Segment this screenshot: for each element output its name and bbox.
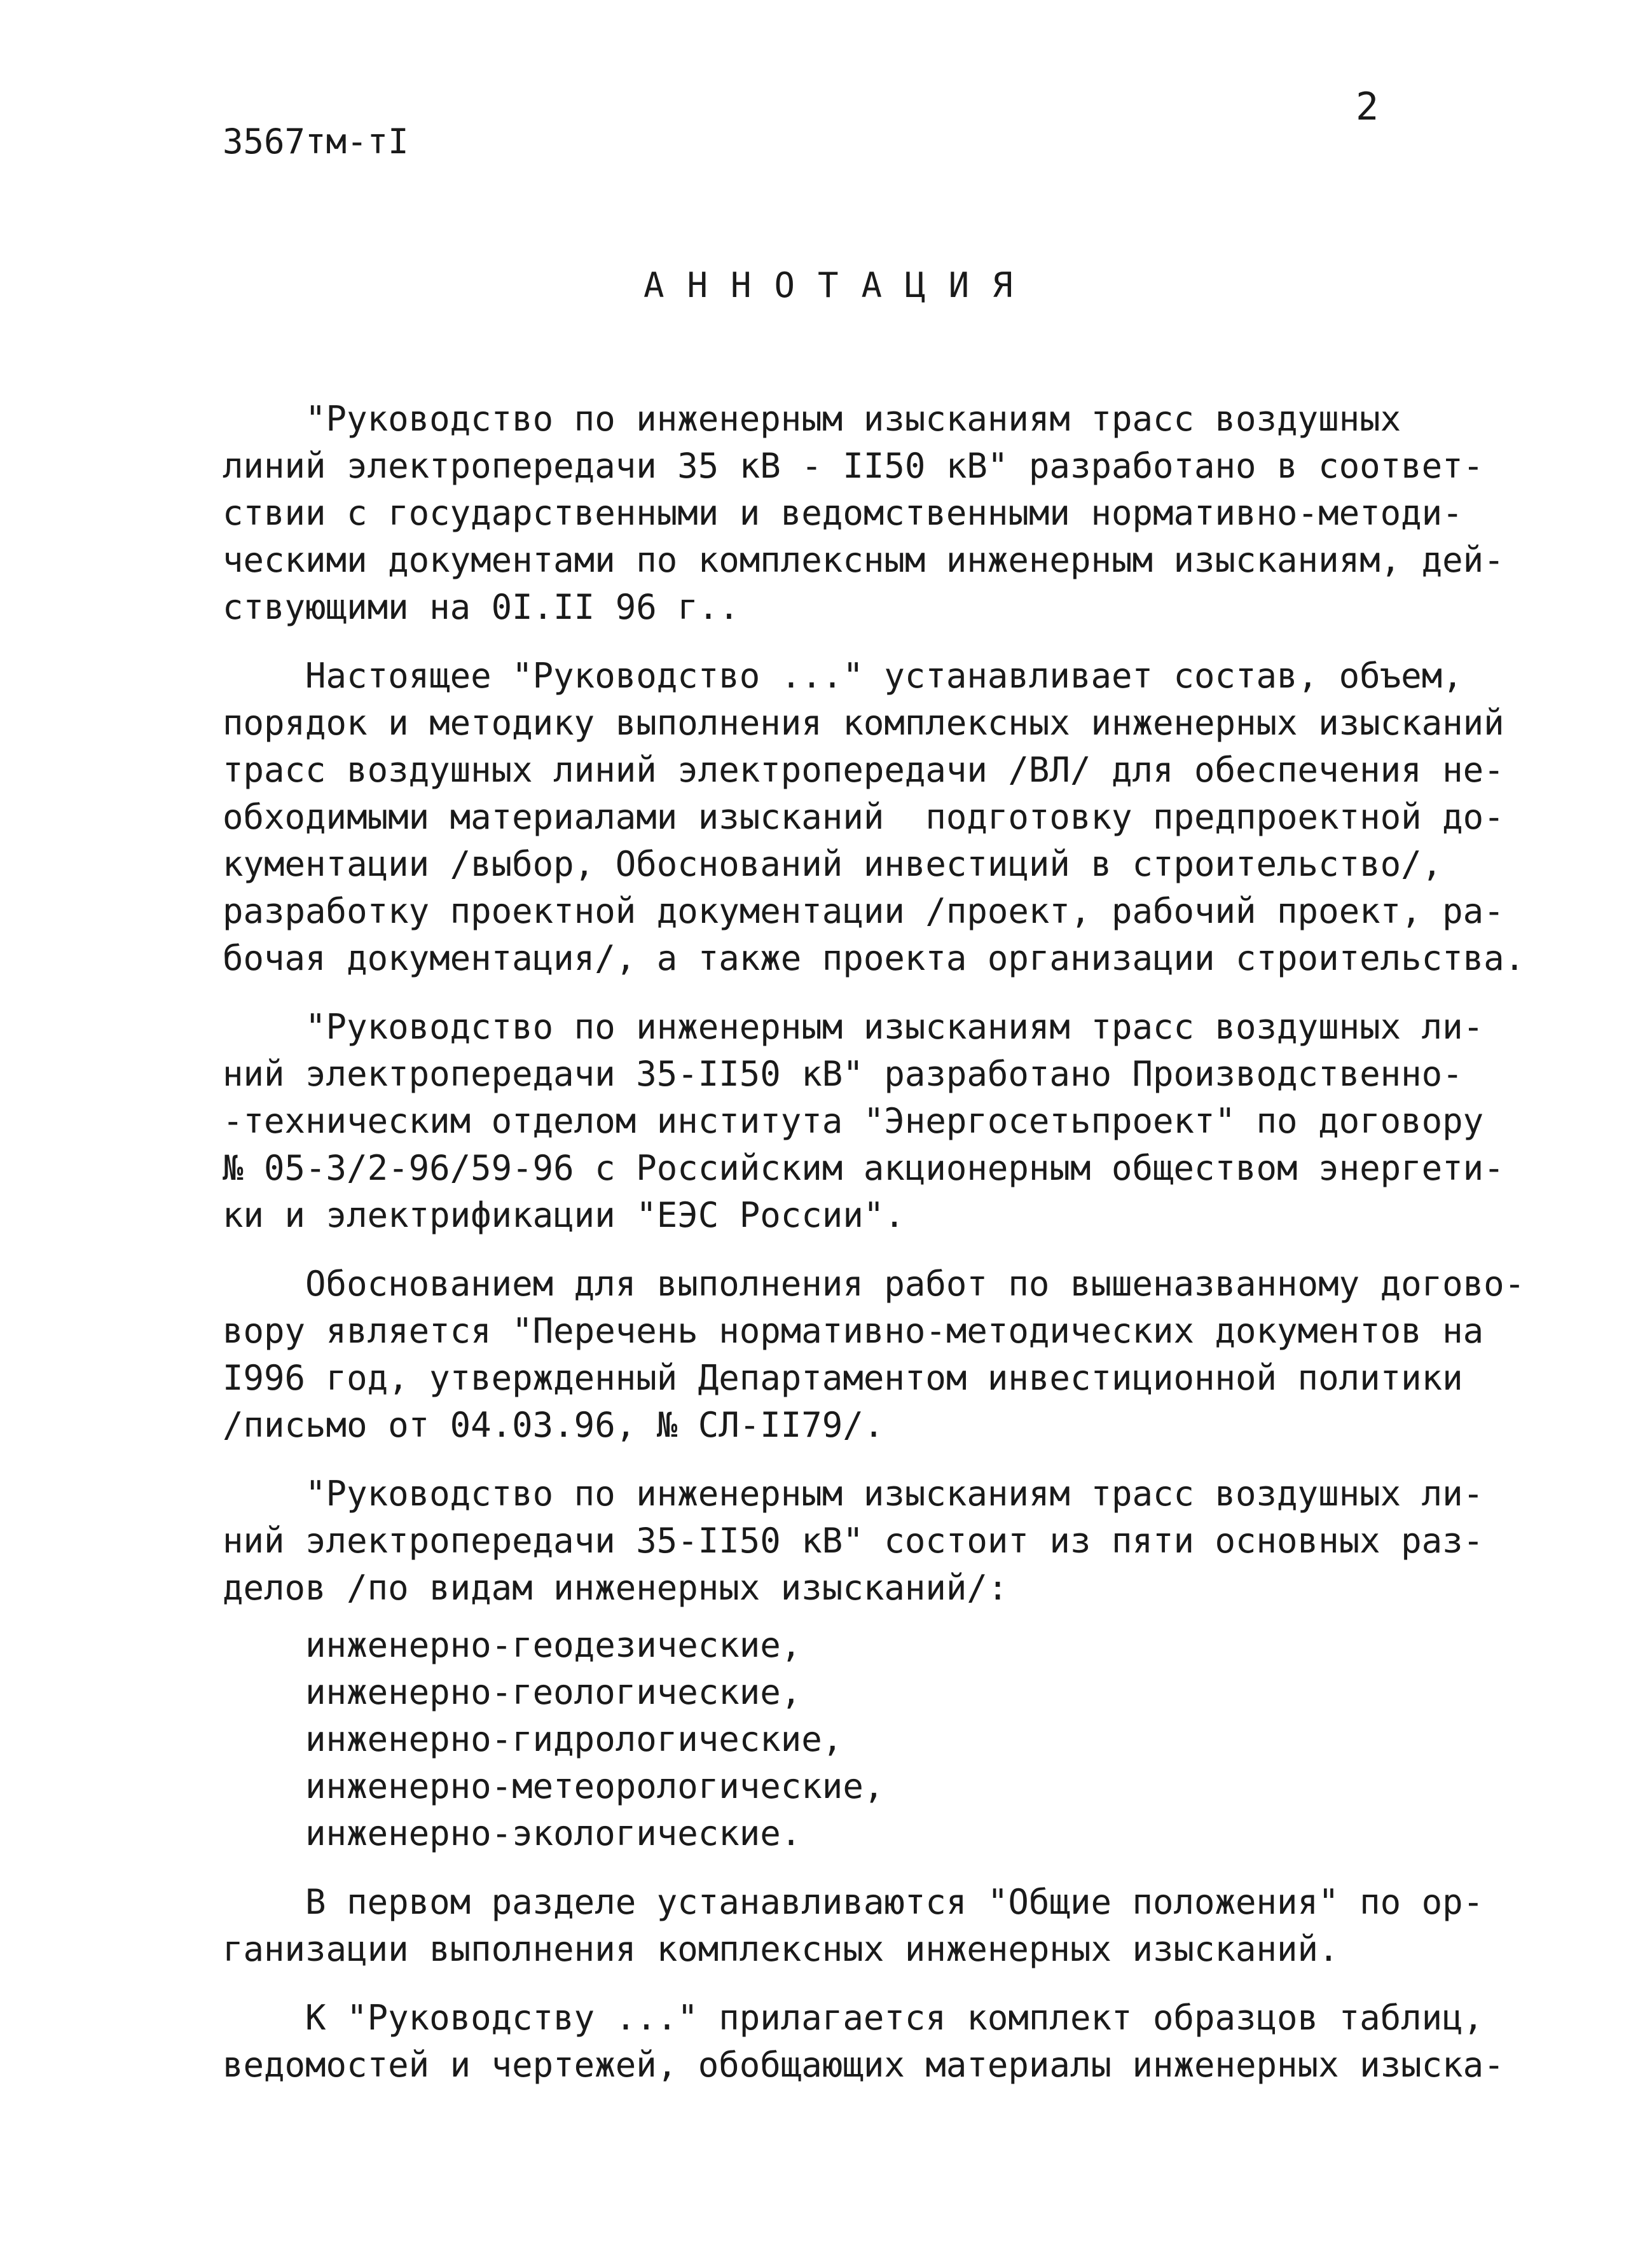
body-line: делов /по видам инженерных изысканий/:	[223, 1568, 1008, 1608]
body-line: "Руководство по инженерным изысканиям трасс воздушных ли-	[223, 1007, 1484, 1047]
list-item: инженерно-метеорологические,	[223, 1766, 885, 1806]
body-line: "Руководство по инженерным изысканиям трасс воздушных ли-	[223, 1474, 1484, 1514]
body-line: ведомостей и чертежей, обобщающих материалы инженерных изыска-	[223, 2045, 1504, 2085]
body-line: кументации /выбор, Обоснований инвестиций в строительство/,	[223, 844, 1443, 884]
document-title: АННОТАЦИЯ	[644, 265, 1036, 305]
body-line: /письмо от 04.03.96, № СЛ-II79/.	[223, 1405, 885, 1445]
body-line: № 05-3/2-96/59-96 с Российским акционерным обществом энергети-	[223, 1148, 1504, 1188]
body-line: ствии с государственными и ведомственными нормативно-методи-	[223, 493, 1463, 533]
body-line: ки и электрификации "ЕЭС России".	[223, 1195, 905, 1235]
list-item: инженерно-гидрологические,	[223, 1719, 843, 1759]
body-line: трасс воздушных линий электропередачи /ВЛ/ для обеспечения не-	[223, 750, 1504, 790]
body-line: -техническим отделом института "Энергосетьпроект" по договору	[223, 1101, 1484, 1141]
body-line: ствующими на 0I.II 96 г..	[223, 587, 740, 627]
document-code: 3567тм-тI	[223, 121, 409, 162]
body-line: линий электропередачи 35 кВ - II50 кВ" разработано в соответ-	[223, 446, 1484, 486]
body-line: вору является "Перечень нормативно-методических документов на	[223, 1311, 1484, 1351]
body-line: обходимыми материалами изысканий подготовку предпроектной до-	[223, 797, 1504, 837]
body-line: порядок и методику выполнения комплексных инженерных изысканий	[223, 703, 1504, 743]
list-item: инженерно-экологические.	[223, 1813, 802, 1853]
page-number: 2	[1356, 85, 1379, 129]
body-line: разработку проектной документации /проект, рабочий проект, ра-	[223, 891, 1504, 931]
body-line: ний электропередачи 35-II50 кВ" состоит из пяти основных раз-	[223, 1521, 1484, 1561]
body-line: ний электропередачи 35-II50 кВ" разработано Производственно-	[223, 1054, 1463, 1094]
body-line: бочая документация/, а также проекта организации строительства.	[223, 938, 1525, 978]
list-item: инженерно-геодезические,	[223, 1625, 802, 1665]
body-line: К "Руководству ..." прилагается комплект образцов таблиц,	[223, 1998, 1484, 2038]
body-line: Настоящее "Руководство ..." устанавливает состав, объем,	[223, 656, 1463, 696]
list-item: инженерно-геологические,	[223, 1672, 802, 1712]
body-line: В первом разделе устанавливаются "Общие положения" по ор-	[223, 1882, 1484, 1922]
body-line: Обоснованием для выполнения работ по вышеназванному догово-	[223, 1264, 1525, 1304]
body-line: I996 год, утвержденный Департаментом инвестиционной политики	[223, 1358, 1463, 1398]
body-line: "Руководство по инженерным изысканиям трасс воздушных	[223, 399, 1401, 439]
body-line: ческими документами по комплексным инженерным изысканиям, дей-	[223, 540, 1504, 580]
body-line: ганизации выполнения комплексных инженерных изысканий.	[223, 1929, 1339, 1969]
